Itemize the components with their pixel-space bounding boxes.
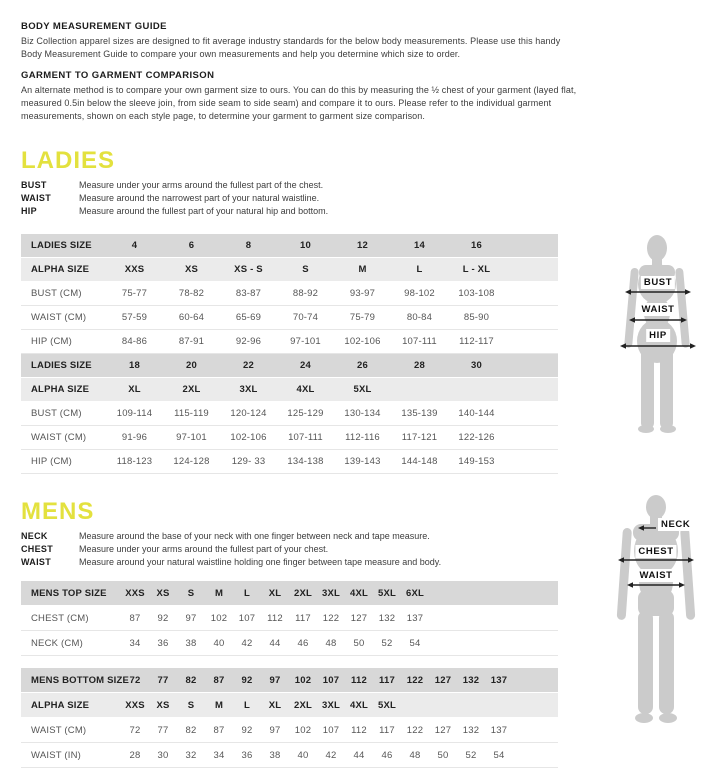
waist-measure-arrow-icon <box>629 316 687 324</box>
mens-top-size-table <box>21 581 558 656</box>
table-cell: 132 <box>462 724 480 736</box>
table-cell: 84-86 <box>121 336 148 347</box>
table-cell: XL <box>128 384 141 395</box>
table-cell: 77 <box>157 724 169 736</box>
table-cell: 122 <box>406 674 424 686</box>
table-cell: 93-97 <box>349 288 376 299</box>
row-label: HIP (CM) <box>31 336 73 347</box>
row-label: WAIST (CM) <box>31 724 87 736</box>
table-cell: 5XL <box>377 699 397 711</box>
table-cell: 82 <box>185 724 197 736</box>
table-cell: 5XL <box>353 384 372 395</box>
ladies-heading: LADIES <box>21 147 116 174</box>
table-cell: 20 <box>186 360 197 371</box>
table-cell: 52 <box>465 749 477 761</box>
table-cell: 3XL <box>321 587 341 599</box>
row-label: BUST (CM) <box>31 288 82 299</box>
table-cell: 125-129 <box>287 408 324 419</box>
table-cell: 112 <box>351 674 367 686</box>
table-cell: M <box>214 699 224 711</box>
table-row <box>21 581 558 606</box>
table-cell: 120-124 <box>230 408 267 419</box>
table-cell: XL <box>268 699 282 711</box>
table-cell: 149-153 <box>458 456 495 467</box>
row-label: MENS TOP SIZE <box>31 587 107 599</box>
definition-term: WAIST <box>21 557 51 567</box>
table-row <box>21 718 558 743</box>
table-cell: 16 <box>471 240 482 251</box>
intro-section <box>0 0 700 123</box>
table-cell: 32 <box>185 749 197 761</box>
table-cell: 107-111 <box>288 432 323 443</box>
table-cell: 44 <box>269 637 281 649</box>
table-cell: M <box>214 587 224 599</box>
table-cell: XXS <box>124 264 145 275</box>
table-cell: 124-128 <box>173 456 210 467</box>
table-cell: 14 <box>414 240 425 251</box>
table-cell: 30 <box>471 360 482 371</box>
table-cell: 5XL <box>377 587 397 599</box>
table-cell: 112-116 <box>345 432 380 443</box>
table-cell: 107 <box>322 674 340 686</box>
definition-row <box>21 192 700 205</box>
row-label: NECK (CM) <box>31 637 83 649</box>
table-cell: 97 <box>269 724 281 736</box>
definition-text: Measure under your arms around the fullest part of your chest. <box>79 544 329 554</box>
table-cell: S <box>302 264 309 275</box>
table-cell: 102-106 <box>230 432 267 443</box>
mens-definitions <box>21 530 700 569</box>
table-cell: XXS <box>125 587 145 599</box>
table-cell: 80-84 <box>406 312 433 323</box>
table-cell: 107-111 <box>402 336 437 347</box>
table-cell: 46 <box>381 749 393 761</box>
table-cell: 112 <box>351 724 367 736</box>
table-cell: 88-92 <box>292 288 319 299</box>
row-label: ALPHA SIZE <box>31 264 90 275</box>
row-label: MENS BOTTOM SIZE <box>31 674 130 686</box>
table-cell: 10 <box>300 240 311 251</box>
table-cell: 117 <box>379 724 395 736</box>
definition-term: WAIST <box>21 193 51 203</box>
row-label: LADIES SIZE <box>31 240 92 251</box>
hip-label: HIP <box>646 329 670 342</box>
ladies-silhouette <box>612 234 702 434</box>
table-cell: 2XL <box>182 384 201 395</box>
mens-heading: MENS <box>21 498 95 525</box>
table-cell: 127 <box>434 724 452 736</box>
row-label: WAIST (CM) <box>31 312 87 323</box>
definition-text: Measure around the fullest part of your natural hip and bottom. <box>79 206 329 216</box>
ladies-size-table <box>21 234 558 474</box>
table-cell: 139-143 <box>344 456 381 467</box>
table-cell: 40 <box>213 637 225 649</box>
mens-bottom-size-table <box>21 668 558 768</box>
bust-measure-arrow-icon <box>625 288 691 296</box>
neck-pointer-arrow-icon <box>638 524 658 532</box>
table-cell: XS <box>156 587 170 599</box>
table-cell: XS - S <box>234 264 263 275</box>
table-row <box>21 258 558 282</box>
table-cell: 48 <box>409 749 421 761</box>
table-cell: 102 <box>294 724 312 736</box>
table-cell: 18 <box>129 360 140 371</box>
table-cell: 6XL <box>405 587 425 599</box>
table-row <box>21 743 558 768</box>
table-row <box>21 306 558 330</box>
ladies-definitions <box>21 179 700 218</box>
table-cell: L <box>243 587 250 599</box>
definition-row <box>21 556 700 569</box>
table-cell: 72 <box>129 674 141 686</box>
table-row <box>21 426 558 450</box>
table-row <box>21 354 558 378</box>
chest-measure-arrow-icon <box>618 556 694 564</box>
table-cell: 28 <box>129 749 141 761</box>
intro-paragraph: Biz Collection apparel sizes are designed to fit average industry standards for the below body measurements. Please use this handy Body Measurement Guide to compare your own measurements and help you determine which size to order. <box>21 36 561 59</box>
table-cell: 50 <box>353 637 365 649</box>
table-cell: 103-108 <box>458 288 495 299</box>
table-cell: 134-138 <box>287 456 324 467</box>
hip-measure-arrow-icon <box>620 342 696 350</box>
table-cell: 2XL <box>293 699 313 711</box>
table-cell: 75-79 <box>349 312 376 323</box>
table-cell: 97 <box>269 674 281 686</box>
table-cell: L - XL <box>462 264 491 275</box>
table-cell: 132 <box>378 612 396 624</box>
table-row <box>21 450 558 474</box>
definition-term: BUST <box>21 180 47 190</box>
table-cell: 122-126 <box>458 432 495 443</box>
row-label: BUST (CM) <box>31 408 82 419</box>
table-cell: 118-123 <box>116 456 153 467</box>
table-cell: 50 <box>437 749 449 761</box>
table-cell: 135-139 <box>401 408 438 419</box>
table-row <box>21 668 558 693</box>
table-cell: 77 <box>157 674 169 686</box>
table-cell: 87 <box>129 612 141 624</box>
table-row <box>21 693 558 718</box>
table-cell: 127 <box>434 674 452 686</box>
table-cell: 4XL <box>349 587 369 599</box>
table-cell: 112-117 <box>459 336 494 347</box>
table-cell: 78-82 <box>178 288 205 299</box>
table-row <box>21 234 558 258</box>
table-cell: XL <box>268 587 282 599</box>
row-label: WAIST (IN) <box>31 749 82 761</box>
table-cell: 2XL <box>293 587 313 599</box>
table-cell: 8 <box>245 240 252 251</box>
table-cell: 34 <box>213 749 225 761</box>
table-cell: 44 <box>353 749 365 761</box>
table-cell: 28 <box>414 360 425 371</box>
table-cell: 144-148 <box>401 456 438 467</box>
table-cell: 92-96 <box>235 336 262 347</box>
table-row <box>21 378 558 402</box>
row-label: ALPHA SIZE <box>31 699 90 711</box>
table-cell: 87-91 <box>178 336 205 347</box>
page-title: BODY MEASUREMENT GUIDE <box>21 21 167 32</box>
table-cell: 36 <box>241 749 253 761</box>
mens-waist-measure-arrow-icon <box>627 581 685 589</box>
table-cell: XS <box>156 699 170 711</box>
table-cell: 122 <box>406 724 424 736</box>
table-cell: 4XL <box>296 384 315 395</box>
table-cell: 82 <box>185 674 197 686</box>
table-cell: 102-106 <box>344 336 381 347</box>
table-cell: 87 <box>213 724 225 736</box>
table-cell: XS <box>184 264 199 275</box>
table-cell: 40 <box>297 749 309 761</box>
table-cell: 3XL <box>239 384 258 395</box>
table-cell: 107 <box>322 724 340 736</box>
definition-text: Measure around the narrowest part of your natural waistline. <box>79 193 320 203</box>
definition-row <box>21 179 700 192</box>
table-cell: 57-59 <box>121 312 148 323</box>
table-cell: 137 <box>490 674 508 686</box>
table-cell: 97-101 <box>290 336 321 347</box>
table-cell: L <box>416 264 423 275</box>
table-cell: 38 <box>185 637 197 649</box>
table-row <box>21 402 558 426</box>
definition-row <box>21 543 700 556</box>
table-cell: 129- 33 <box>231 456 266 467</box>
row-label: CHEST (CM) <box>31 612 89 624</box>
definition-term: CHEST <box>21 544 54 554</box>
comparison-paragraph: An alternate method is to compare your own garment size to ours. You can do this by measuring the ½ chest of your garment (layed flat, measured 0.5in below the sleeve join, from side seam to side seam) and compare it to ours. Please refer to the individual garment measurements, shown on each style page, to determine your garment to garment size comparison. <box>21 85 577 121</box>
table-cell: 112 <box>267 612 283 624</box>
mens-silhouette <box>610 494 702 726</box>
bust-label: BUST <box>641 276 675 289</box>
table-cell: 30 <box>157 749 169 761</box>
neck-label: NECK <box>658 518 693 531</box>
table-cell: 3XL <box>321 699 341 711</box>
table-cell: 60-64 <box>178 312 205 323</box>
mens-waist-label: WAIST <box>636 569 675 582</box>
comparison-title: GARMENT TO GARMENT COMPARISON <box>21 70 215 81</box>
table-cell: 132 <box>462 674 480 686</box>
table-cell: 4 <box>131 240 138 251</box>
table-cell: 130-134 <box>344 408 381 419</box>
table-cell: 38 <box>269 749 281 761</box>
table-cell: 54 <box>493 749 505 761</box>
table-row <box>21 631 558 656</box>
waist-label: WAIST <box>638 303 677 316</box>
table-cell: 87 <box>213 674 225 686</box>
table-cell: 115-119 <box>174 408 209 419</box>
table-cell: 107 <box>238 612 256 624</box>
table-cell: 65-69 <box>235 312 262 323</box>
table-cell: 137 <box>406 612 424 624</box>
table-cell: 102 <box>294 674 312 686</box>
table-cell: 117-121 <box>401 432 438 443</box>
table-cell: 54 <box>409 637 421 649</box>
table-cell: 48 <box>325 637 337 649</box>
table-cell: 26 <box>357 360 368 371</box>
table-cell: M <box>358 264 367 275</box>
row-label: WAIST (CM) <box>31 432 87 443</box>
table-cell: S <box>187 587 195 599</box>
table-cell: 83-87 <box>235 288 262 299</box>
table-cell: 137 <box>490 724 508 736</box>
row-label: HIP (CM) <box>31 456 73 467</box>
definition-text: Measure around the base of your neck with one finger between neck and tape measure. <box>79 531 430 541</box>
table-cell: 42 <box>325 749 337 761</box>
definition-text: Measure under your arms around the fullest part of the chest. <box>79 180 324 190</box>
mens-section <box>0 498 700 768</box>
table-cell: 24 <box>300 360 311 371</box>
table-cell: 122 <box>322 612 340 624</box>
table-cell: 72 <box>129 724 141 736</box>
table-cell: 4XL <box>349 699 369 711</box>
table-cell: 92 <box>157 612 169 624</box>
table-cell: S <box>187 699 195 711</box>
table-cell: 117 <box>379 674 395 686</box>
table-cell: XXS <box>125 699 145 711</box>
table-cell: 6 <box>188 240 195 251</box>
ladies-section <box>0 147 700 474</box>
table-cell: 85-90 <box>463 312 490 323</box>
table-cell: 75-77 <box>121 288 148 299</box>
table-cell: 140-144 <box>458 408 495 419</box>
table-cell: 127 <box>350 612 368 624</box>
table-cell: 52 <box>381 637 393 649</box>
definition-term: HIP <box>21 206 37 216</box>
row-label: LADIES SIZE <box>31 360 92 371</box>
table-cell: 102 <box>210 612 228 624</box>
table-row <box>21 282 558 306</box>
table-cell: L <box>243 699 250 711</box>
table-cell: 109-114 <box>116 408 153 419</box>
table-cell: 70-74 <box>292 312 319 323</box>
row-label: ALPHA SIZE <box>31 384 90 395</box>
table-cell: 91-96 <box>121 432 148 443</box>
table-cell: 34 <box>129 637 141 649</box>
table-cell: 12 <box>357 240 368 251</box>
table-cell: 97-101 <box>176 432 207 443</box>
table-cell: 92 <box>241 674 253 686</box>
table-row <box>21 606 558 631</box>
definition-row <box>21 205 700 218</box>
table-cell: 98-102 <box>404 288 435 299</box>
definition-term: NECK <box>21 531 48 541</box>
definition-text: Measure around your natural waistline holding one finger between tape measure and body. <box>79 557 442 567</box>
table-cell: 22 <box>243 360 254 371</box>
chest-label: CHEST <box>635 545 676 558</box>
table-cell: 92 <box>241 724 253 736</box>
definition-row <box>21 530 700 543</box>
table-row <box>21 330 558 354</box>
table-cell: 117 <box>295 612 311 624</box>
table-cell: 46 <box>297 637 309 649</box>
table-cell: 36 <box>157 637 169 649</box>
table-cell: 42 <box>241 637 253 649</box>
table-cell: 97 <box>185 612 197 624</box>
